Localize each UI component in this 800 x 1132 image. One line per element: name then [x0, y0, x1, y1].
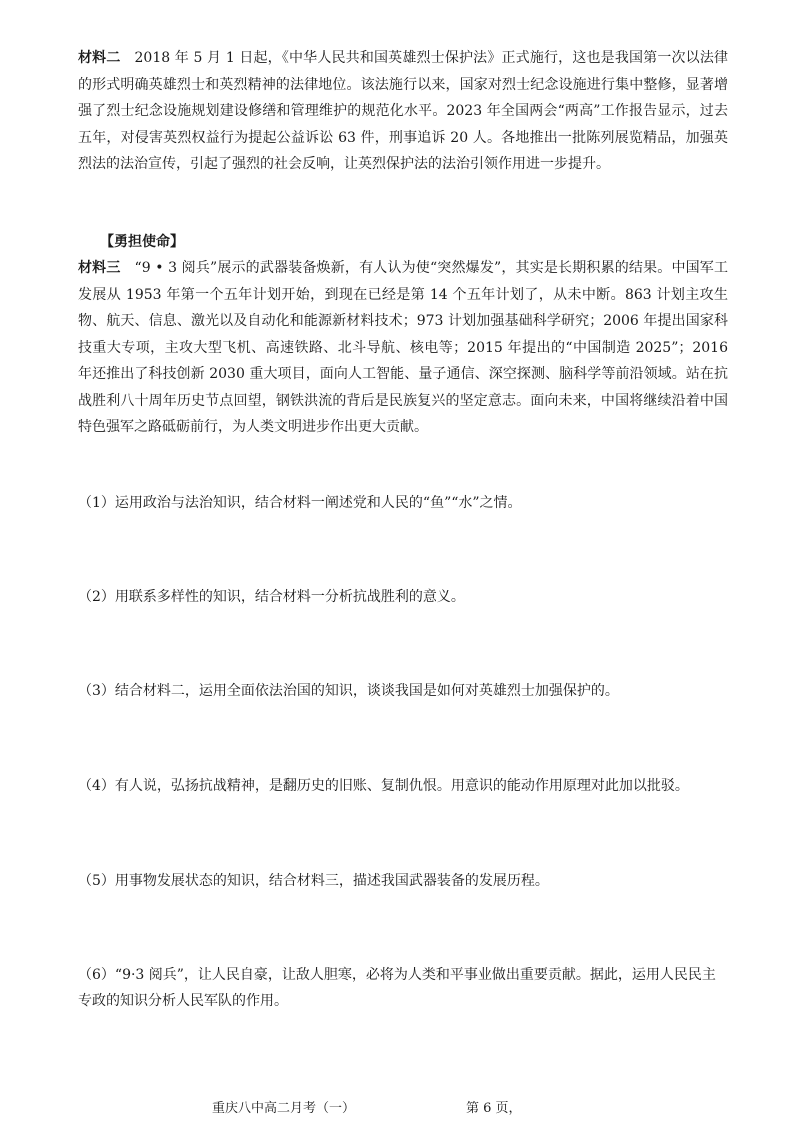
material-three-paragraph: [78, 255, 728, 441]
question-6: （6）“9·3 阅兵”，让人民自豪，让敌人胆寒，必将为人类和平事业做出重要贡献。据此，运用人民民主专政的知识分析人民军队的作用。: [78, 967, 716, 1009]
footer-school: 重庆八中高二月考（一）: [212, 1101, 356, 1116]
question-2: （2）用联系多样性的知识，结合材料一分析抗战胜利的意义。: [78, 589, 465, 605]
material-two-paragraph: [78, 45, 728, 178]
question-1: （1）运用政治与法治知识，结合材料一阐述党和人民的“鱼”“水”之情。: [78, 495, 522, 511]
material-two-text: 2018 年 5 月 1 日起，《中华人民共和国英雄烈士保护法》正式施行，这也是我国第一次以法律的形式明确英雄烈士和英烈精神的法律地位。该法施行以来，国家对烈士纪念设施进行集中整修，显著增强了烈士纪念设施规划建设修缮和管理维护的规范化水平。2023 年全国两会“两高”工作报告显示，过去五年，对侵害英烈权益行为提起公益诉讼 63 件，刑事追诉 20 人。各地推出一批陈列展览精品，加强英烈法的法治宣传，引起了强烈的社会反响，让英烈保护法的法治引领作用进一步提升。: [78, 50, 728, 172]
section-heading: 【勇担使命】: [100, 234, 184, 250]
footer-page-number: 第 6 页，: [466, 1101, 522, 1116]
question-4: （4）有人说，弘扬抗战精神，是翻历史的旧账、复制仇恨。用意识的能动作用原理对此加以批驳。: [78, 778, 689, 794]
question-5: （5）用事物发展状态的知识，结合材料三，描述我国武器装备的发展历程。: [78, 873, 549, 889]
material-three-text: “9 • 3 阅兵”展示的武器装备焕新，有人认为使“突然爆发”，其实是长期积累的结果。中国军工发展从 1953 年第一个五年计划开始，到现在已经是第 14 个五年计划了，从未中断。863 计划主攻生物、航天、信息、激光以及自动化和能源新材料技术；973 计划加强基础科学研究；2006 年提出国家科技重大专项，主攻大型飞机、高速铁路、北斗导航、核电等；2015 年提出的“中国制造 2025”；2016 年还推出了科技创新 2030 重大项目，面向人工智能、量子通信、深空探测、脑科学等前沿领域。站在抗战胜利八十周年历史节点回望，钢铁洪流的背后是民族复兴的坚定意志。面向未来，中国将继续沿着中国特色强军之路砥砺前行，为人类文明进步作出更大贡献。: [78, 260, 728, 435]
question-3: （3）结合材料二，运用全面依法治国的知识，谈谈我国是如何对英雄烈士加强保护的。: [78, 683, 619, 699]
material-two-label: 材料二: [78, 50, 121, 66]
material-three-label: 材料三: [78, 260, 121, 276]
